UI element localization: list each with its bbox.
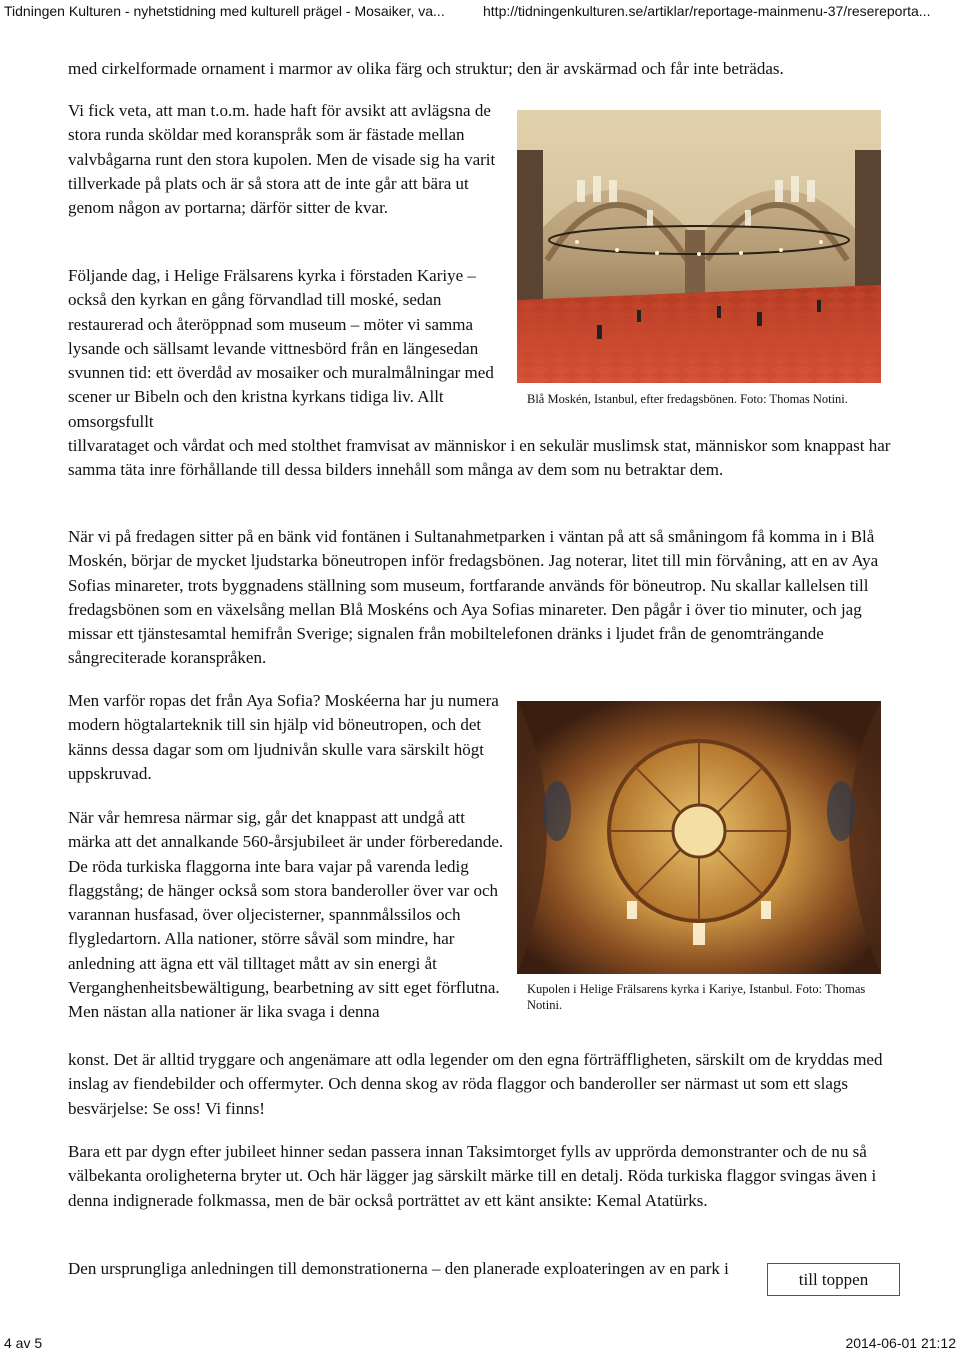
- paragraph-shields: Vi fick veta, att man t.o.m. hade haft för avsikt att avlägsna de stora runda sköldar med koranspråk som är fästade mellan valvbågarna runt den stora kupolen. Men de visade sig ha varit tillverkade på plats och är så stora att de inte går att bära ut genom någon av portarna; därför sitter de kvar.: [68, 101, 496, 218]
- paragraph-park: Den ursprungliga anledningen till demonstrationerna – den planerade exploateringen av en park i: [68, 1259, 729, 1278]
- figure-kariye-dome: [517, 701, 881, 1021]
- paragraph-marble: med cirkelformade ornament i marmor av olika färg och struktur; den är avskärmad och får inte beträdas.: [68, 59, 784, 78]
- page-title: Tidningen Kulturen - nyhetstidning med kulturell prägel - Mosaiker, va...: [4, 3, 445, 19]
- print-footer: [0, 1335, 960, 1353]
- print-header: [0, 0, 960, 26]
- to-top-button[interactable]: till toppen: [767, 1263, 900, 1296]
- paragraph-aya-sofia: Men varför ropas det från Aya Sofia? Moskéerna har ju numera modern högtalarteknik till sin hjälp vid böneutropen, och det känns dessa dagar som om ljudnivån skulle vara särskilt högt uppskruvad.: [68, 691, 499, 783]
- paragraph-prayer-call: När vi på fredagen sitter på en bänk vid fontänen i Sultanahmetparken i väntan på att så småningom få komma in i Blå Moskén, börjar de mycket ljudstarka böneutropen inför fredagsbönen. Jag noterar, litet till min förvåning, att en av Aya Sofias minareter, trots byggnadens ställning som museum, fortfarande används för böneutrop. Nu skallar kallelsen till fredagsbönen som en växelsång mellan Blå Moskéns och Aya Sofias minareter. Den pågår i över tio minuter, och jag missar ett tjänstesamtal hemifrån Sverige; signalen från mobiltelefonen dränks i ljudet från de genomträngande sångreciterade koranspråken.: [68, 527, 879, 668]
- paragraph-jubilee: När vår hemresa närmar sig, går det knappast att undgå att märka att det annalkande 560-årsjubileet är under förberedande. De röda turkiska flaggorna inte bara vajar på varenda ledig flaggstång; de hänger också som stora banderoller över var och varannan husfasad, över oljecisterner, spannmålssilos och flygledartorn. Alla nationer, större såväl som mindre, har anledning att ägna ett väl tilltaget mått av sin energi åt Verganghenheitsbewältigung, bearbetning av sitt eget förflutna. Men nästan alla nationer är lika svaga i denna: [68, 808, 504, 1022]
- page-url: http://tidningenkulturen.se/artiklar/reportage-mainmenu-37/resereporta...: [483, 3, 931, 19]
- kariye-dome-caption: Kupolen i Helige Frälsarens kyrka i Kariye, Istanbul. Foto: Thomas Notini.: [527, 982, 866, 1012]
- blue-mosque-photo: [517, 110, 881, 383]
- kariye-dome-photo: [517, 701, 881, 974]
- paragraph-taksim: Bara ett par dygn efter jubileet hinner sedan passera innan Taksimtorget fylls av upprörda demonstranter och de nu så välbekanta oroligheterna bryter ut. Och här lägger jag särskilt märke till en detalj. Röda turkiska flaggor svingas även i denna indignerade folkmassa, men de bär också porträttet av ett känt ansikte: Kemal Atatürks.: [68, 1142, 877, 1210]
- print-datetime: 2014-06-01 21:12: [845, 1335, 956, 1351]
- paragraph-jubilee-cont: konst. Det är alltid tryggare och angenämare att odla legender om den egna förträffligheten, särskilt om de kryddas med inslag av fiendebilder och offermyter. Och denna skog av röda flaggor och banderoller ser närmast ut som ett slags besvärjelse: Se oss! Vi finns!: [68, 1050, 883, 1118]
- page-number: 4 av 5: [4, 1335, 43, 1351]
- paragraph-kariye-cont: tillvarataget och vårdat och med stolthet framvisat av människor i en sekulär muslimsk stat, människor som knappast har samma täta inre förhållande till dessa bilders innehåll som många av dem som nu betraktar dem.: [68, 436, 891, 480]
- figure-blue-mosque: [517, 110, 881, 410]
- blue-mosque-caption: Blå Moskén, Istanbul, efter fredagsbönen. Foto: Thomas Notini.: [527, 392, 848, 406]
- paragraph-kariye: Följande dag, i Helige Frälsarens kyrka i förstaden Kariye – också den kyrkan en gång förvandlad till moské, sedan restaurerad och återöppnad som museum – möter vi samma lysande och sällsamt levande vittnesbörd från en längesedan svunnen tid: ett överdåd av mosaiker och muralmålningar med scener ur Bibeln och den kristna kyrkans tidiga liv. Allt omsorgsfullt: [68, 266, 494, 431]
